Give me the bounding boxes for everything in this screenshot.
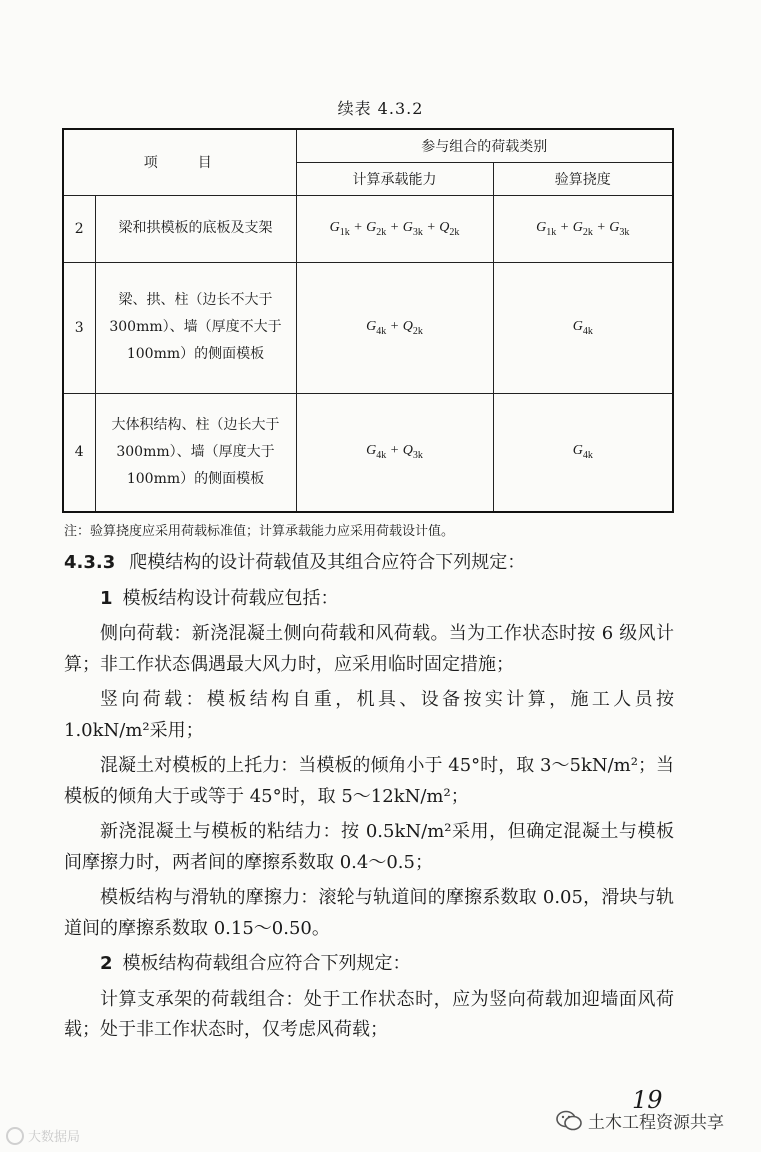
header-load-category: 参与组合的荷载类别	[296, 129, 673, 162]
paragraph: 混凝土对模板的上托力：当模板的倾角小于 45°时，取 3～5kN/m²；当模板的倾角大于或等于 45°时，取 5～12kN/m²；	[64, 755, 674, 807]
header-check-deflection: 验算挠度	[493, 162, 673, 195]
watermark-left	[6, 1126, 80, 1145]
row-number: 2	[63, 195, 95, 262]
row-item: 大体积结构、柱（边长大于 300mm）、墙（厚度大于 100mm）的侧面模板	[95, 393, 296, 512]
clause-body	[64, 548, 674, 1051]
table-row	[63, 393, 673, 512]
formula-text: $G_{4k}$	[572, 318, 593, 337]
watermark-text: 土木工程资源共享	[588, 1113, 724, 1133]
watermark-text: 大数据局	[28, 1130, 81, 1145]
item-number: 2	[100, 953, 113, 974]
row-number: 3	[63, 262, 95, 393]
paragraph: 竖向荷载：模板结构自重，机具、设备按实计算，施工人员按 1.0kN/m²采用；	[64, 689, 674, 741]
clause-title: 爬模结构的设计荷载值及其组合应符合下列规定：	[129, 552, 526, 573]
row-number: 4	[63, 393, 95, 512]
row-check-formula	[493, 393, 673, 512]
row-check-formula	[493, 195, 673, 262]
item-heading	[64, 584, 674, 615]
formula-text: $G_{1k} + G_{2k} + G_{3k} + Q_{2k}$	[329, 219, 460, 238]
header-item: 项 目	[63, 129, 296, 195]
item-heading	[64, 949, 674, 980]
table-row	[63, 262, 673, 393]
clause-number: 4.3.3	[64, 552, 116, 573]
load-combination-table	[62, 128, 674, 513]
formula-text: $G_{4k} + Q_{2k}$	[366, 318, 423, 337]
paragraph: 新浇混凝土与模板的粘结力：按 0.5kN/m²采用，但确定混凝土与模板间摩擦力时，两者间的摩擦系数取 0.4～0.5；	[64, 821, 674, 873]
header-calc-capacity: 计算承载能力	[296, 162, 493, 195]
paragraph: 计算支承架的荷载组合：处于工作状态时，应为竖向荷载加迎墙面风荷载；处于非工作状态时，仅考虑风荷载；	[64, 988, 674, 1040]
row-calc-formula	[296, 262, 493, 393]
watermark-right	[556, 1108, 724, 1133]
table-note: 注：验算挠度应采用荷载标准值；计算承载能力应采用荷载设计值。	[64, 524, 455, 539]
watermark-logo-icon	[6, 1127, 24, 1145]
formula-text: $G_{1k} + G_{2k} + G_{3k}$	[536, 219, 630, 238]
row-check-formula	[493, 262, 673, 393]
formula-text: $G_{4k} + Q_{3k}$	[366, 443, 423, 462]
paragraph: 模板结构与滑轨的摩擦力：滚轮与轨道间的摩擦系数取 0.05，滑块与轨道间的摩擦系数取 0.15～0.50。	[64, 887, 674, 939]
row-calc-formula	[296, 393, 493, 512]
row-item: 梁和拱模板的底板及支架	[95, 195, 296, 262]
clause-heading	[64, 548, 674, 579]
page-number: 19	[632, 1086, 663, 1114]
paragraph: 侧向荷载：新浇混凝土侧向荷载和风荷载。当为工作状态时按 6 级风计算；非工作状态偶遇最大风力时，应采用临时固定措施；	[64, 623, 674, 675]
item-title: 模板结构荷载组合应符合下列规定：	[122, 953, 411, 974]
row-calc-formula	[296, 195, 493, 262]
wechat-icon	[556, 1110, 582, 1132]
row-item: 梁、拱、柱（边长不大于 300mm）、墙（厚度不大于 100mm）的侧面模板	[95, 262, 296, 393]
table-caption: 续表 4.3.2	[337, 99, 424, 118]
table-row	[63, 195, 673, 262]
item-title: 模板结构设计荷载应包括：	[122, 587, 339, 609]
item-number: 1	[100, 587, 113, 609]
formula-text: $G_{4k}$	[572, 443, 593, 462]
